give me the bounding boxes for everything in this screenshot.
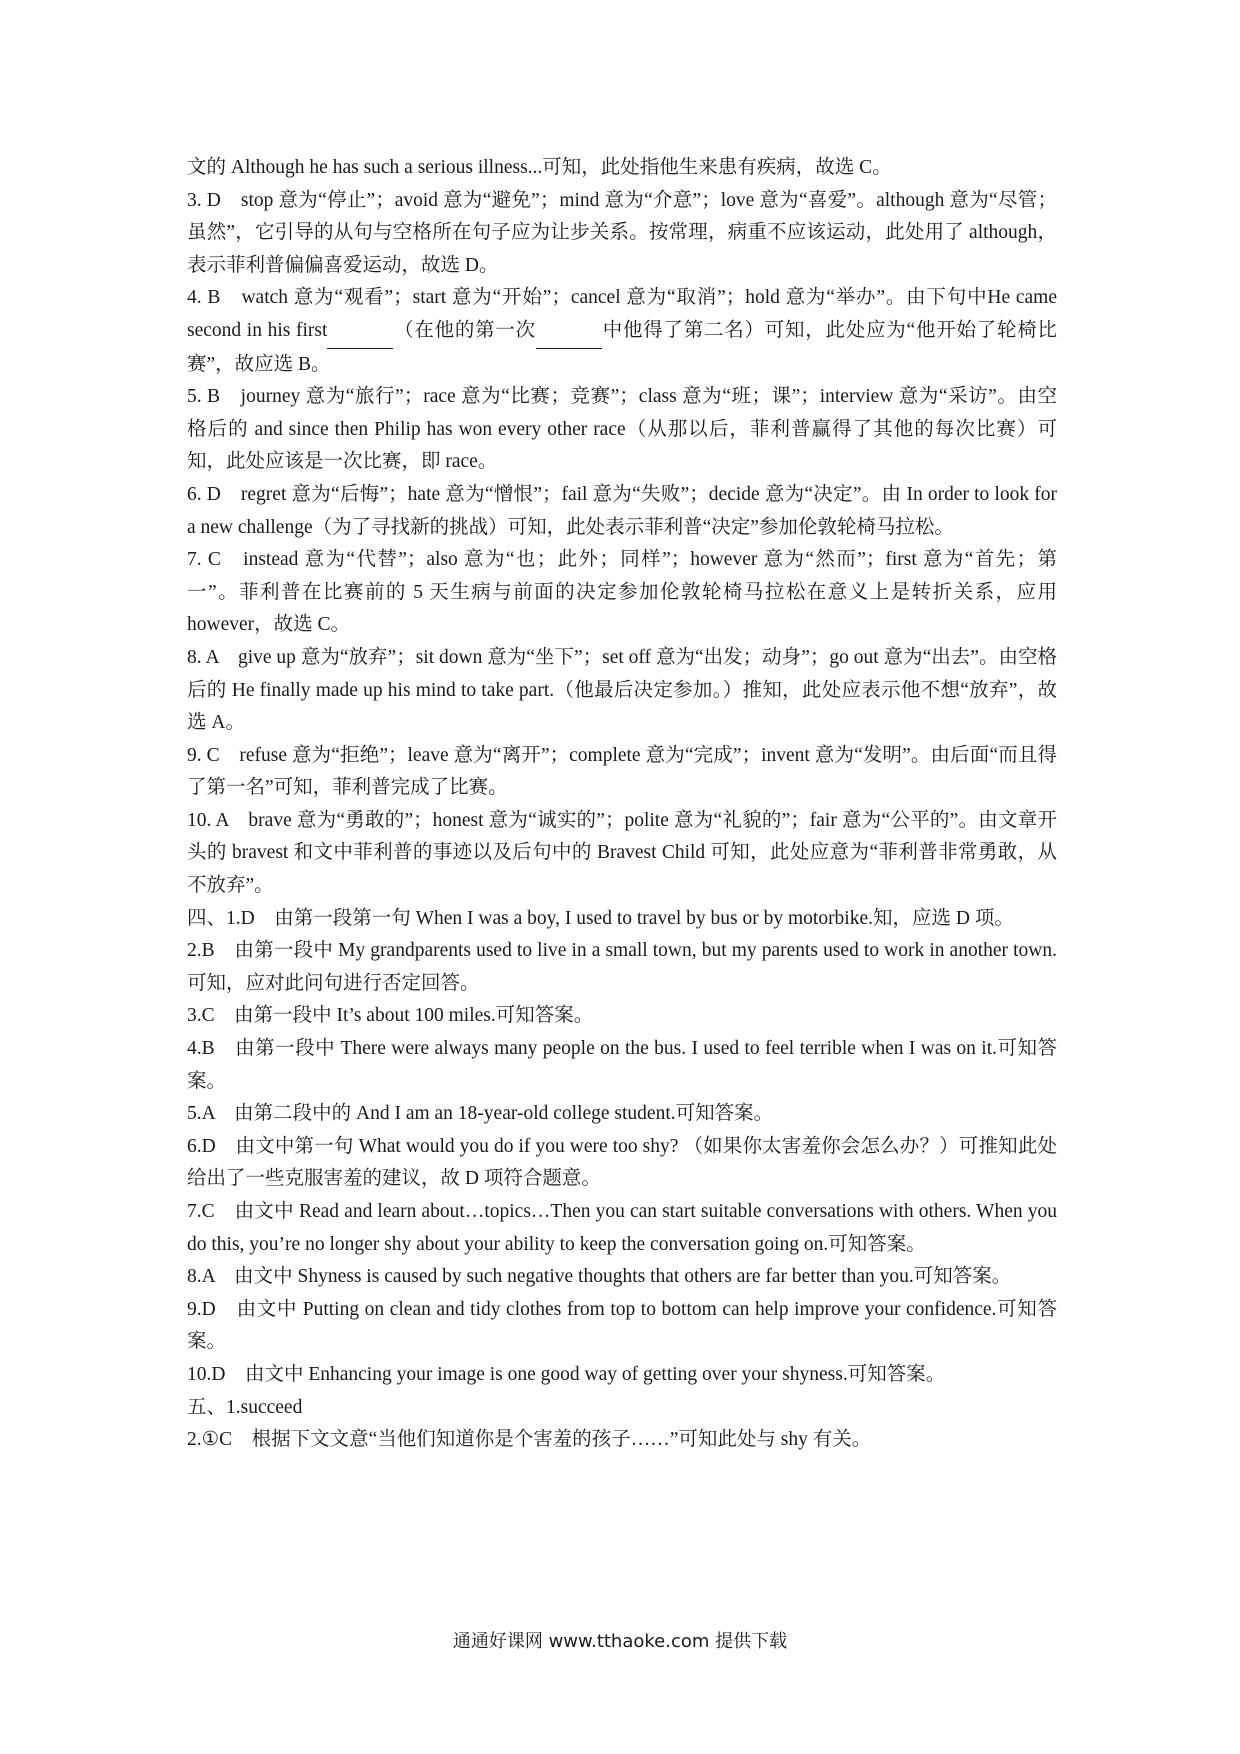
section-5-answer-1: 五、1.succeed bbox=[187, 1396, 303, 1418]
fill-blank bbox=[536, 315, 602, 349]
answer-line-2c: 文的 Although he has such a serious illness...可知，此处指他生来患有疾病，故选 C。 bbox=[187, 157, 892, 178]
answer-4-text: 4. B watch 意为“观看”；start 意为“开始”；cancel 意为“取消”；hold 意为“举办”。由下句中 bbox=[187, 287, 988, 309]
page-footer: 通通好课网 www.tthaoke.com 提供下载 bbox=[452, 1631, 788, 1652]
section-4-answer-5: 5.A 由第二段中的 And I am an 18-year-old college student.可知答案。 bbox=[187, 1103, 774, 1125]
answer-4 bbox=[187, 282, 1057, 381]
section-4-answer-9: 9.D 由文中 Putting on clean and tidy clothes from top to bottom can help improve your confidence.可知答案。 bbox=[187, 1298, 1057, 1353]
answer-explanations bbox=[187, 152, 1057, 1457]
section-4-answer-3: 3.C 由第一段中 It’s about 100 miles.可知答案。 bbox=[187, 1005, 594, 1027]
section-4-answer-10: 10.D 由文中 Enhancing your image is one good way of getting over your shyness.可知答案。 bbox=[187, 1363, 946, 1385]
answer-8: 8. A give up 意为“放弃”；sit down 意为“坐下”；set off 意为“出发；动身”；go out 意为“出去”。由空格后的 He finally made up his mind to take part.（他最后决定参加。）推知，此处应表示他不想“放弃”，故选 A。 bbox=[187, 646, 1057, 734]
section-5-answer-2: 2.①C 根据下文文意“当他们知道你是个害羞的孩子……”可知此处与 shy 有关。 bbox=[187, 1429, 872, 1451]
section-4-answer-1: 四、1.D 由第一段第一句 When I was a boy, I used to travel by bus or by motorbike.知，应选 D 项。 bbox=[187, 907, 1014, 929]
section-4-answer-7: 7.C 由文中 Read and learn about…topics…Then you can start suitable conversations with others. When you do this, you’re no longer shy about your ability to keep the conversation going on.可知答案。 bbox=[187, 1201, 1057, 1255]
section-4-answer-6: 6.D 由文中第一句 What would you do if you were too shy? （如果你太害羞你会怎么办？）可推知此处给出了一些克服害羞的建议，故 D 项符合题意。 bbox=[187, 1135, 1057, 1190]
answer-5: 5. B journey 意为“旅行”；race 意为“比赛；竞赛”；class 意为“班；课”；interview 意为“采访”。由空格后的 and since then Philip has won every other race（从那以后，菲利普赢得了其他的每次比赛）可知，此处应该是一次比赛，即 race。 bbox=[187, 386, 1057, 473]
answer-4-part3: 中他得了第二名）可知，此处应为“他开始了轮椅比赛”，故应选 B。 bbox=[187, 319, 1058, 375]
answer-3: 3. D stop 意为“停止”；avoid 意为“避免”；mind 意为“介意”；love 意为“喜爱”。although 意为“尽管；虽然”，它引导的从句与空格所在句子应为让步关系。按常理，病重不应该运动，此处用了 although，表示菲利普偏偏喜爱运动，故选 D。 bbox=[187, 189, 1057, 276]
section-4-answer-2: 2.B 由第一段中 My grandparents used to live in a small town, but my parents used to work in another town.可知，应对此问句进行否定回答。 bbox=[187, 940, 1057, 994]
answer-4-part2: （在他的第一次 bbox=[393, 319, 536, 341]
section-4-answer-8: 8.A 由文中 Shyness is caused by such negative thoughts that others are far better than you.可知答案。 bbox=[187, 1266, 1012, 1288]
fill-blank bbox=[327, 315, 393, 349]
answer-10: 10. A brave 意为“勇敢的”；honest 意为“诚实的”；polite 意为“礼貌的”；fair 意为“公平的”。由文章开头的 bravest 和文中菲利普的事迹以及后句中的 Bravest Child 可知，此处应意为“菲利普非常勇敢，从不放弃”。 bbox=[187, 809, 1057, 897]
section-4-answer-4: 4.B 由第一段中 There were always many people on the bus. I used to feel terrible when I was on it.可知答案。 bbox=[187, 1038, 1057, 1092]
answer-4-part1: He came second in his first bbox=[187, 287, 1057, 341]
answer-6: 6. D regret 意为“后悔”；hate 意为“憎恨”；fail 意为“失败”；decide 意为“决定”。由 In order to look for a new challenge（为了寻找新的挑战）可知，此处表示菲利普“决定”参加伦敦轮椅马拉松。 bbox=[187, 483, 1057, 538]
answer-9: 9. C refuse 意为“拒绝”；leave 意为“离开”；complete 意为“完成”；invent 意为“发明”。由后面“而且得了第一名”可知，菲利普完成了比赛。 bbox=[187, 744, 1057, 799]
answer-7: 7. C instead 意为“代替”；also 意为“也；此外；同样”；however 意为“然而”；first 意为“首先；第一”。菲利普在比赛前的 5 天生病与前面的决定参加伦敦轮椅马拉松在意义上是转折关系，应用 however，故选 C。 bbox=[187, 549, 1057, 636]
